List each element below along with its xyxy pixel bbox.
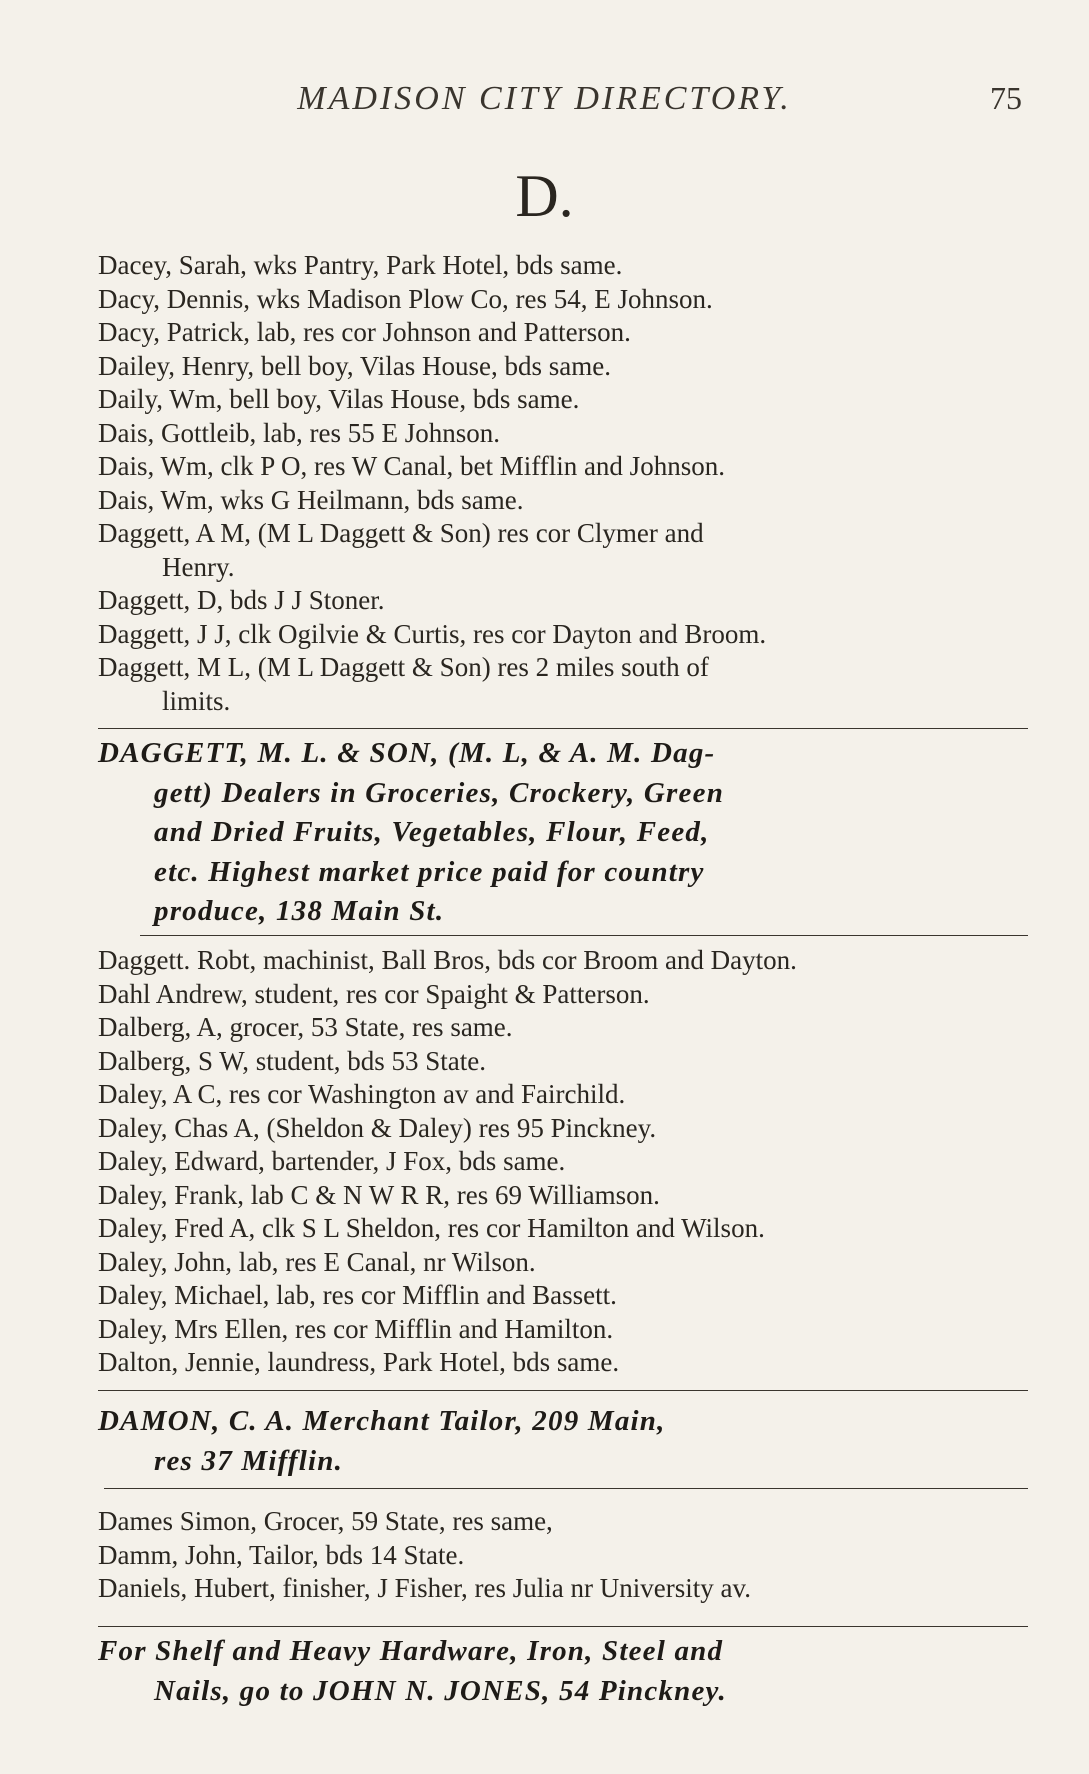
divider-rule: [104, 1488, 1028, 1489]
list-item: Dacy, Patrick, lab, res cor Johnson and Patterson.: [98, 317, 631, 347]
list-item: Daggett, J J, clk Ogilvie & Curtis, res cor Dayton and Broom.: [98, 618, 767, 649]
entries-group-1: [98, 249, 1028, 718]
advertisement-damon: [98, 1402, 1028, 1481]
list-item: Daniels, Hubert, finisher, J Fisher, res Julia nr University av.: [98, 1573, 751, 1603]
list-item: Dalberg, S W, student, bds 53 State.: [98, 1045, 486, 1076]
list-item: Daley, Fred A, clk S L Sheldon, res cor Hamilton and Wilson.: [98, 1213, 765, 1243]
list-item: Daily, Wm, bell boy, Vilas House, bds same.: [98, 384, 580, 414]
ad-line: and Dried Fruits, Vegetables, Flour, Feed,: [154, 816, 710, 848]
list-item: [98, 517, 1028, 584]
list-item: Daley, Michael, lab, res cor Mifflin and Bassett.: [98, 1280, 617, 1310]
list-item: Daley, Chas A, (Sheldon & Daley) res 95 Pinckney.: [98, 1112, 657, 1143]
list-item: Dacey, Sarah, wks Pantry, Park Hotel, bds same.: [98, 250, 623, 280]
divider-rule: [98, 1626, 1028, 1627]
ad-line: produce, 138 Main St.: [154, 895, 445, 927]
list-item: Dacy, Dennis, wks Madison Plow Co, res 54, E Johnson.: [98, 283, 713, 314]
advertisement-daggett: [98, 734, 1028, 932]
entries-group-2: [98, 944, 1028, 1380]
footer-advertisement: [98, 1632, 1028, 1711]
list-item: [98, 651, 1028, 718]
list-item: Dais, Gottleib, lab, res 55 E Johnson.: [98, 417, 500, 448]
list-item: Dais, Wm, wks G Heilmann, bds same.: [98, 484, 524, 515]
list-item: Daley, Mrs Ellen, res cor Mifflin and Hamilton.: [98, 1313, 614, 1344]
divider-rule: [98, 1390, 1028, 1391]
list-item: Daley, Frank, lab C & N W R R, res 69 Williamson.: [98, 1179, 660, 1210]
list-item: Daley, Edward, bartender, J Fox, bds same.: [98, 1146, 566, 1176]
ad-line: DAMON, C. A. Merchant Tailor, 209 Main,: [98, 1405, 666, 1437]
ad-line: gett) Dealers in Groceries, Crockery, Green: [154, 776, 725, 809]
divider-rule: [98, 728, 1028, 729]
list-item: Dais, Wm, clk P O, res W Canal, bet Mifflin and Johnson.: [98, 451, 725, 481]
ad-line: res 37 Mifflin.: [154, 1444, 344, 1477]
list-item: Dalton, Jennie, laundress, Park Hotel, bds same.: [98, 1347, 620, 1377]
list-item: Dalberg, A, grocer, 53 State, res same.: [98, 1012, 513, 1042]
list-item: Dailey, Henry, bell boy, Vilas House, bds same.: [98, 350, 612, 381]
list-item: Dahl Andrew, student, res cor Spaight & Patterson.: [98, 978, 650, 1009]
entry-continuation: Henry.: [162, 551, 235, 582]
ad-line: Nails, go to JOHN N. JONES, 54 Pinckney.: [154, 1674, 727, 1707]
list-item: Daley, John, lab, res E Canal, nr Wilson.: [98, 1246, 536, 1277]
section-letter: D.: [515, 163, 574, 229]
entry-continuation: limits.: [162, 685, 231, 716]
ad-line: etc. Highest market price paid for country: [154, 855, 705, 888]
list-item: Dames Simon, Grocer, 59 State, res same,: [98, 1506, 553, 1536]
list-item: Damm, John, Tailor, bds 14 State.: [98, 1539, 465, 1570]
list-item: Daggett, D, bds J J Stoner.: [98, 585, 385, 615]
running-header: MADISON CITY DIRECTORY.: [297, 80, 792, 117]
list-item: Daley, A C, res cor Washington av and Fairchild.: [98, 1079, 626, 1109]
ad-line: For Shelf and Heavy Hardware, Iron, Steel and: [98, 1635, 724, 1667]
divider-rule: [140, 935, 1028, 936]
entry-first-line: Daggett, A M, (M L Daggett & Son) res cor Clymer and: [98, 518, 704, 548]
entries-group-3: [98, 1505, 1028, 1606]
list-item: Daggett. Robt, machinist, Ball Bros, bds cor Broom and Dayton.: [98, 945, 797, 975]
entry-first-line: Daggett, M L, (M L Daggett & Son) res 2 miles south of: [98, 652, 709, 682]
ad-line: DAGGETT, M. L. & SON, (M. L, & A. M. Dag-: [98, 737, 716, 769]
page-number: 75: [990, 80, 1022, 116]
